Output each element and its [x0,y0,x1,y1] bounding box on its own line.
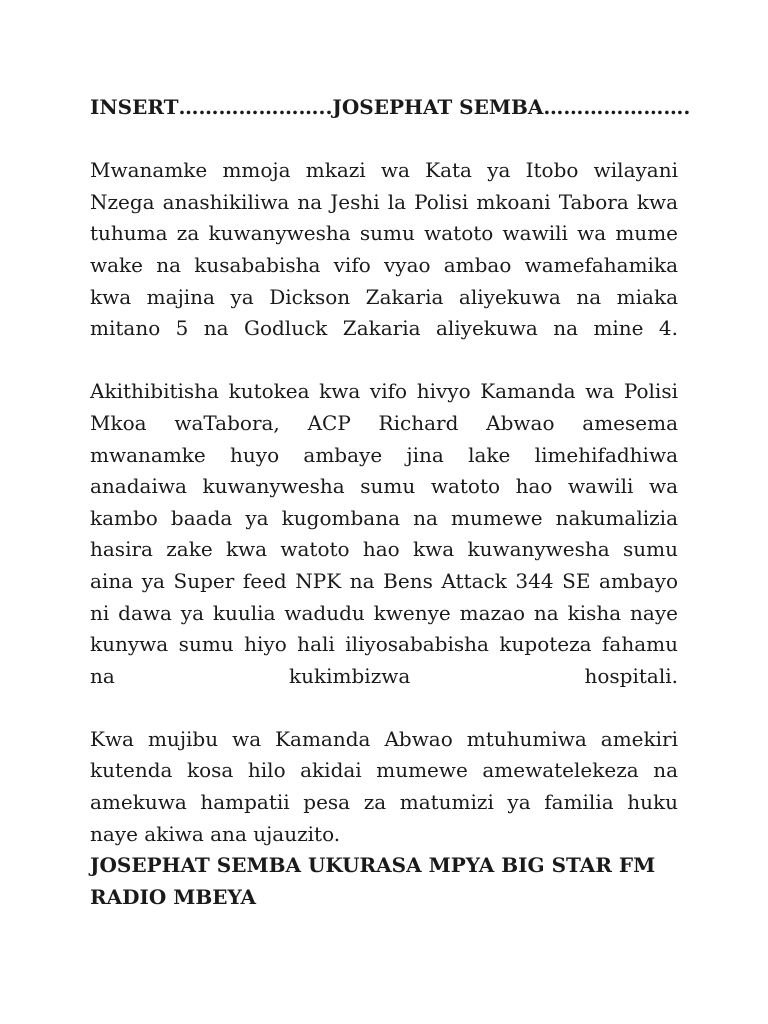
paragraph-3: Kwa mujibu wa Kamanda Abwao mtuhumiwa amekiri kutenda kosa hilo akidai mumewe amewatelekeza na amekuwa hampatii pesa za matumizi ya familia huku naye akiwa ana ujauzito. [90,726,678,846]
document-heading: INSERT…………………..JOSEPHAT SEMBA…………………. [90,95,691,119]
paragraph-2: Akithibitisha kutokea kwa vifo hivyo Kamanda wa Polisi Mkoa waTabora, ACP Richard Abwao amesema mwanamke huyo ambaye jina lake limehifadhiwa anadaiwa kuwanywesha sumu watoto hao wawili wa kambo baada ya kugombana na mumewe nakumalizia hasira zake kwa watoto hao kwa kuwanywesha sumu aina ya Super feed NPK na Bens Attack 344 SE ambayo ni dawa ya kuulia wadudu kwenye mazao na kisha naye kunywa sumu hiyo hali iliyosababisha kupoteza fahamu na kukimbizwa hospitali. [90,379,678,688]
document-footer: JOSEPHAT SEMBA UKURASA MPYA BIG STAR FM RADIO MBEYA [90,853,656,909]
paragraph-1: Mwanamke mmoja mkazi wa Kata ya Itobo wilayani Nzega anashikiliwa na Jeshi la Polisi mkoani Tabora kwa tuhuma za kuwanywesha sumu watoto wawili wa mume wake na kusababisha vifo vyao ambao wamefahamika kwa majina ya Dickson Zakaria aliyekuwa na miaka mitano 5 na Godluck Zakaria aliyekuwa na mine 4. [90,158,678,341]
document-page [90,92,691,913]
